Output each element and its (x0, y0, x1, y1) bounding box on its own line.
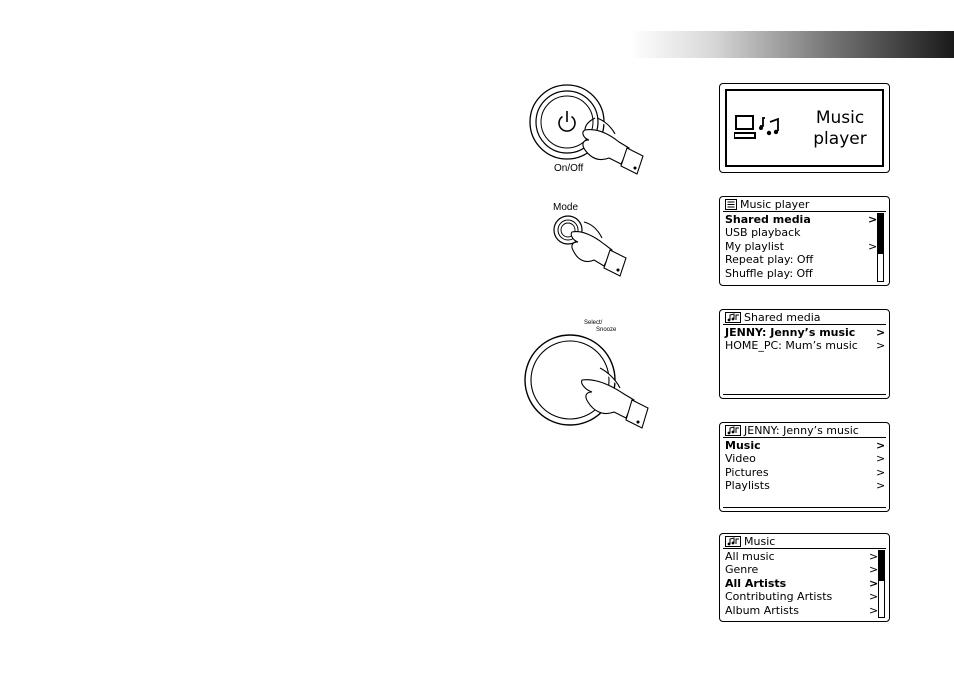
header-gradient-bar (630, 31, 954, 58)
title-divider (723, 548, 886, 549)
music-folder-icon (725, 536, 741, 547)
power-icon (559, 111, 575, 131)
title-divider (723, 324, 886, 325)
splash-text (804, 108, 876, 150)
pressing-hand-icon (571, 222, 626, 276)
chevron-right-icon: > (869, 590, 879, 604)
lcd-music-menu (719, 533, 890, 622)
chevron-right-icon: > (876, 326, 886, 339)
list-icon (725, 199, 737, 210)
chevron-right-icon: > (869, 550, 879, 563)
bottom-divider (723, 394, 886, 395)
menu-item-shared-media[interactable]: Shared media > (725, 213, 878, 226)
mode-label: Mode (553, 202, 579, 213)
lcd-shared-media (719, 309, 890, 399)
chevron-right-icon: > (869, 603, 879, 617)
chevron-right-icon: > (876, 339, 886, 353)
on-off-label: On/Off (554, 163, 584, 174)
scrollbar-thumb[interactable] (879, 551, 884, 581)
chevron-right-icon: > (868, 213, 878, 226)
chevron-right-icon: > (876, 465, 886, 479)
lcd-title-bar (725, 198, 809, 211)
menu-item-my-playlist[interactable]: My playlist > (725, 239, 878, 253)
scrollbar[interactable] (878, 550, 885, 618)
menu-item-usb-playback[interactable]: USB playback (725, 226, 801, 240)
chevron-right-icon: > (876, 479, 886, 493)
power-button-illustration (525, 78, 650, 183)
bottom-divider (723, 507, 886, 508)
menu-list (725, 213, 878, 280)
lcd-title-bar (725, 311, 820, 324)
menu-list (725, 550, 879, 617)
chevron-right-icon: > (869, 563, 879, 577)
menu-item-video[interactable]: Video > (725, 452, 886, 466)
chevron-right-icon: > (876, 452, 886, 466)
lcd-title: Shared media (744, 311, 821, 324)
menu-item-shuffle-play[interactable]: Shuffle play: Off (725, 266, 813, 280)
menu-item-pictures[interactable]: Pictures > (725, 465, 886, 479)
menu-item-music[interactable]: Music > (725, 439, 886, 452)
menu-item-repeat-play[interactable]: Repeat play: Off (725, 253, 814, 267)
chevron-right-icon: > (876, 439, 886, 452)
lcd-title: JENNY: Jenny’s music (744, 424, 859, 437)
music-folder-icon (725, 312, 741, 323)
menu-item-home-pc[interactable]: HOME_PC: Mum’s music > (725, 339, 886, 353)
menu-item-playlists[interactable]: Playlists > (725, 479, 886, 493)
lcd-jenny-music (719, 422, 890, 512)
select-knob-illustration (520, 330, 660, 440)
title-divider (723, 437, 886, 438)
title-divider (723, 211, 886, 212)
lcd-title: Music player (740, 198, 810, 211)
scrollbar[interactable] (877, 213, 884, 282)
chevron-right-icon: > (869, 576, 879, 590)
music-folder-icon (725, 425, 741, 436)
splash-line-1: Music (815, 108, 865, 128)
scrollbar-thumb[interactable] (878, 214, 883, 254)
menu-item-all-artists[interactable]: All Artists > (725, 576, 879, 590)
lcd-title: Music (744, 535, 776, 548)
splash-line-2: player (813, 129, 867, 149)
lcd-music-player-splash (719, 83, 890, 173)
menu-item-album-artists[interactable]: Album Artists > (725, 603, 879, 617)
chevron-right-icon: > (868, 239, 878, 253)
menu-item-all-music[interactable]: All music > (725, 550, 879, 563)
menu-item-contributing-artists[interactable]: Contributing Artists > (725, 590, 879, 604)
menu-list (725, 326, 886, 353)
lcd-title-bar (725, 535, 775, 548)
lcd-music-player-menu (719, 196, 890, 286)
mode-button-illustration (548, 212, 638, 282)
pressing-hand-icon (583, 118, 643, 174)
select-label: Select/ (584, 320, 603, 326)
menu-list (725, 439, 886, 493)
snooze-label: Snooze (596, 327, 617, 333)
lcd-title-bar (725, 424, 859, 437)
menu-item-genre[interactable]: Genre > (725, 563, 879, 577)
menu-item-jenny[interactable]: JENNY: Jenny’s music > (725, 326, 886, 339)
computer-music-icon (734, 114, 782, 144)
